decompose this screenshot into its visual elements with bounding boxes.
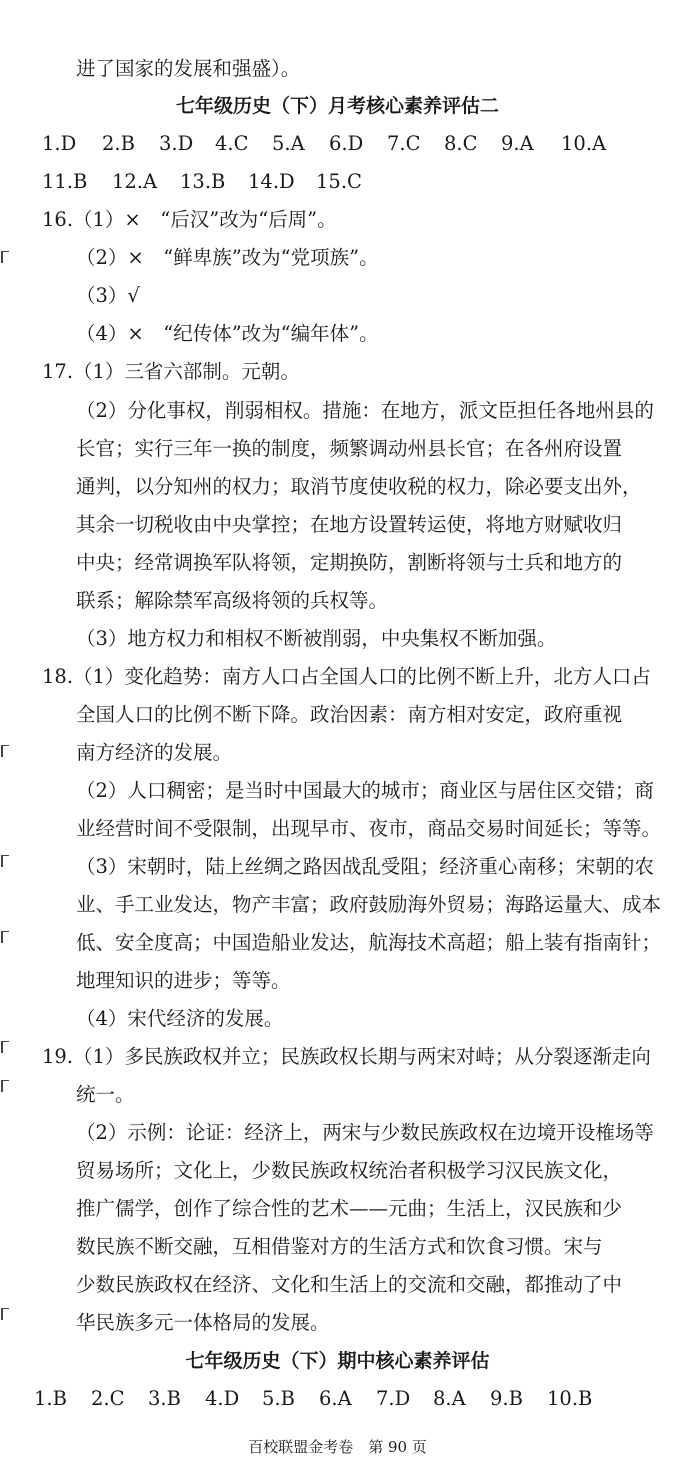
answer-item: 9.B [490, 1387, 523, 1410]
text-line: （2）示例：论证：经济上，两宋与少数民族政权在边境开设榷场等 [76, 1121, 654, 1144]
answer-item: 7.C [387, 132, 421, 155]
answer-item: 8.A [433, 1387, 466, 1410]
text-line: （3）地方权力和相权不断被削弱，中央集权不断加强。 [76, 627, 557, 650]
text-line: 贸易场所；文化上，少数民族政权统治者积极学习汉民族文化， [76, 1159, 623, 1182]
text-line: （3）√ [76, 284, 140, 307]
text-line: 中央；经常调换军队将领，定期换防，割断将领与士兵和地方的 [76, 551, 623, 574]
text-line: 华民族多元一体格局的发展。 [76, 1311, 330, 1334]
answer-row [0, 1386, 675, 1412]
answer-item: 2.C [91, 1387, 125, 1410]
answer-item: 6.A [319, 1387, 352, 1410]
margin-mark [0, 742, 10, 760]
text-line: （3）宋朝时，陆上丝绸之路因战乱受阻；经济重心南移；宋朝的农 [76, 855, 654, 878]
section-title: 七年级历史（下）期中核心素养评估 [185, 1350, 490, 1372]
answer-item: 14.D [248, 170, 295, 193]
answer-item: 15.C [316, 170, 362, 193]
text-line: （2）分化事权，削弱相权。措施：在地方，派文臣担任各地州县的 [76, 399, 654, 422]
answer-item: 10.B [547, 1387, 593, 1410]
margin-mark [0, 928, 10, 946]
text-line: 联系；解除禁军高级将领的兵权等。 [76, 589, 389, 612]
section-title: 七年级历史（下）月考核心素养评估二 [175, 95, 499, 117]
text-line: 全国人口的比例不断下降。政治因素：南方相对安定，政府重视 [76, 703, 623, 726]
answer-item: 7.D [376, 1387, 411, 1410]
answer-item: 2.B [102, 132, 135, 155]
text-line: （2）× “鲜卑族”改为“党项族”。 [76, 246, 379, 269]
answer-row [0, 131, 675, 157]
answer-item: 8.C [444, 132, 478, 155]
text-line: 18.（1）变化趋势：南方人口占全国人口的比例不断上升，北方人口占 [42, 665, 651, 688]
answer-item: 3.D [159, 132, 194, 155]
page-footer: 百校联盟金考卷 第 90 页 [248, 1438, 427, 1456]
text-line: （2）人口稠密；是当时中国最大的城市；商业区与居住区交错；商 [76, 779, 654, 802]
text-line: 数民族不断交融，互相借鉴对方的生活方式和饮食习惯。宋与 [76, 1235, 603, 1258]
answer-item: 3.B [148, 1387, 181, 1410]
text-line: （4）× “纪传体”改为“编年体”。 [76, 322, 379, 345]
text-line: 16.（1）× “后汉”改为“后周”。 [42, 208, 337, 231]
margin-mark [0, 248, 10, 266]
answer-item: 13.B [180, 170, 226, 193]
margin-mark [0, 1305, 10, 1323]
margin-mark [0, 852, 10, 870]
text-line: 通判，以分知州的权力；取消节度使收税的权力，除必要支出外， [76, 475, 642, 498]
answer-item: 1.B [34, 1387, 67, 1410]
text-line: 19.（1）多民族政权并立；民族政权长期与两宋对峙；从分裂逐渐走向 [42, 1045, 651, 1068]
text-line: 推广儒学，创作了综合性的艺术——元曲；生活上，汉民族和少 [76, 1197, 623, 1220]
text-line: 长官；实行三年一换的制度，频繁调动州县长官；在各州府设置 [76, 437, 623, 460]
answer-row [0, 169, 675, 195]
answer-item: 10.A [561, 132, 607, 155]
answer-item: 6.D [329, 132, 364, 155]
text-line: 进了国家的发展和强盛）。 [76, 57, 301, 80]
text-line: 少数民族政权在经济、文化和生活上的交流和交融，都推动了中 [76, 1273, 623, 1296]
answer-item: 5.A [272, 132, 305, 155]
text-line: 业、手工业发达，物产丰富；政府鼓励海外贸易；海路运量大、成本 [76, 893, 662, 916]
margin-mark [0, 1038, 10, 1056]
text-line: （4）宋代经济的发展。 [76, 1007, 284, 1030]
answer-item: 11.B [42, 170, 88, 193]
margin-mark [0, 1077, 10, 1095]
text-line: 地理知识的进步；等等。 [76, 969, 291, 992]
answer-item: 1.D [42, 132, 77, 155]
text-line: 其余一切税收由中央掌控；在地方设置转运使，将地方财赋收归 [76, 513, 623, 536]
text-line: 业经营时间不受限制，出现早市、夜市，商品交易时间延长；等等。 [76, 817, 662, 840]
text-line: 17.（1）三省六部制。元朝。 [42, 360, 300, 383]
text-line: 南方经济的发展。 [76, 741, 233, 764]
text-line: 低、安全度高；中国造船业发达，航海技术高超；船上装有指南针； [76, 931, 662, 954]
answer-item: 12.A [112, 170, 158, 193]
answer-item: 4.D [205, 1387, 240, 1410]
answer-item: 5.B [262, 1387, 295, 1410]
answer-item: 9.A [501, 132, 534, 155]
answer-item: 4.C [215, 132, 249, 155]
text-line: 统一。 [76, 1083, 135, 1106]
